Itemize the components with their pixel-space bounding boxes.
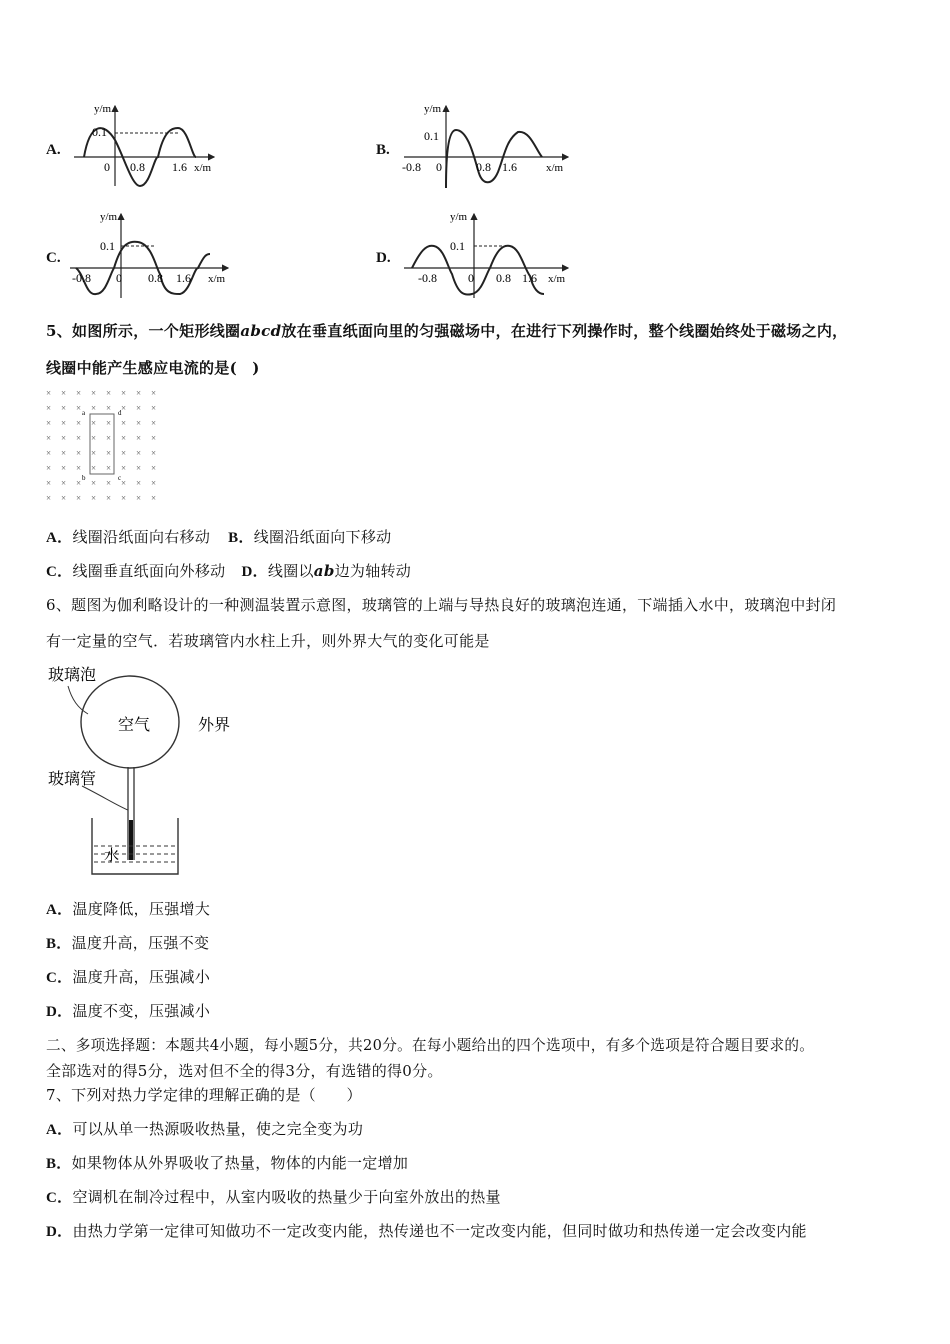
amp-label: 0.1 xyxy=(100,239,115,253)
field-x-mark: × xyxy=(136,493,142,503)
q5-stem-line1 xyxy=(46,320,847,341)
coil-label-c: c xyxy=(118,474,122,482)
field-x-mark: × xyxy=(91,433,97,443)
q6-option-c xyxy=(46,966,210,987)
field-x-mark: × xyxy=(106,418,112,428)
field-x-mark: × xyxy=(61,418,67,428)
tick-16: 1.6 xyxy=(176,271,191,285)
q5-stem-abcd: abcd xyxy=(240,322,282,340)
field-x-mark: × xyxy=(91,448,97,458)
q6-opt-b-text: 温度升高，压强不变 xyxy=(71,934,210,952)
option-c-label: C. xyxy=(46,250,61,266)
q6-thermometer-figure xyxy=(42,660,252,880)
origin-label: 0 xyxy=(468,271,474,285)
amp-label: 0.1 xyxy=(424,129,439,143)
tick-16: 1.6 xyxy=(172,160,187,174)
q5-opt-a-letter: A． xyxy=(46,530,73,546)
label-bulb: 玻璃泡 xyxy=(48,667,97,684)
field-x-mark: × xyxy=(46,403,52,413)
section2-heading-line2: 全部选对的得5分，选对但不全的得3分，有选错的得0分。 xyxy=(46,1062,443,1080)
q7-opt-d-letter: D． xyxy=(46,1224,73,1240)
tick-08: 0.8 xyxy=(130,160,145,174)
origin-label: 0 xyxy=(436,160,442,174)
q5-opt-b-letter: B． xyxy=(228,530,254,546)
field-x-mark: × xyxy=(121,403,127,413)
field-x-mark: × xyxy=(151,463,157,473)
field-x-mark: × xyxy=(121,418,127,428)
field-x-mark: × xyxy=(136,433,142,443)
coil-label-b: b xyxy=(82,474,86,482)
field-x-mark: × xyxy=(76,493,82,503)
tick-neg08: -0.8 xyxy=(402,160,421,174)
y-axis-label: y/m xyxy=(450,211,468,223)
field-x-mark: × xyxy=(46,388,52,398)
q7-opt-a-text: 可以从单一热源吸收热量，使之完全变为功 xyxy=(72,1120,364,1138)
field-x-mark: × xyxy=(76,448,82,458)
wave-graph-b xyxy=(400,100,575,190)
q6-opt-a-letter: A． xyxy=(46,902,73,918)
field-x-mark: × xyxy=(121,463,127,473)
field-x-mark: × xyxy=(61,448,67,458)
field-x-mark: × xyxy=(136,448,142,458)
field-x-mark: × xyxy=(46,478,52,488)
field-x-mark: × xyxy=(91,388,97,398)
coil-label-a: a xyxy=(82,409,86,417)
x-axis-label: x/m xyxy=(546,162,564,174)
field-x-mark: × xyxy=(121,493,127,503)
option-a-label: A. xyxy=(46,142,61,158)
field-x-mark: × xyxy=(46,493,52,503)
x-axis-label: x/m xyxy=(208,273,226,285)
q5-stem-pre: 5、如图所示，一个矩形线圈 xyxy=(46,322,241,340)
field-x-mark: × xyxy=(61,463,67,473)
q6-opt-a-text: 温度降低，压强增大 xyxy=(72,900,211,918)
field-x-mark: × xyxy=(136,418,142,428)
origin-label: 0 xyxy=(104,160,110,174)
y-axis-label: y/m xyxy=(100,211,118,223)
amp-label: 0.1 xyxy=(92,125,107,139)
field-x-mark: × xyxy=(46,448,52,458)
q5-opt-a-text: 线圈沿纸面向右移动 xyxy=(72,528,211,546)
coil-label-d: d xyxy=(118,409,122,417)
tick-16: 1.6 xyxy=(502,160,517,174)
y-axis-label: y/m xyxy=(94,103,112,115)
q5-opt-d-ab: ab xyxy=(313,562,335,580)
q5-opt-d-post: 边为轴转动 xyxy=(334,562,412,580)
field-x-mark: × xyxy=(76,463,82,473)
wave-graph-d xyxy=(400,208,575,300)
field-x-mark: × xyxy=(76,388,82,398)
section2-heading-line1: 二、多项选择题：本题共4小题，每小题5分，共20分。在每小题给出的四个选项中，有多个选项是符合题目要求的。 xyxy=(46,1037,815,1054)
field-x-mark: × xyxy=(76,403,82,413)
field-x-mark: × xyxy=(106,403,112,413)
field-x-mark: × xyxy=(106,478,112,488)
field-x-mark: × xyxy=(106,433,112,443)
field-x-mark: × xyxy=(46,433,52,443)
q7-option-b xyxy=(46,1152,408,1173)
tick-08: 0.8 xyxy=(496,271,511,285)
option-b-label: B. xyxy=(376,142,390,158)
tick-08: 0.8 xyxy=(476,160,491,174)
y-axis-label: y/m xyxy=(424,103,442,115)
q7-option-a xyxy=(46,1118,363,1139)
q5-stem-post: 放在垂直纸面向里的匀强磁场中，在进行下列操作时，整个线圈始终处于磁场之内， xyxy=(281,322,848,340)
field-x-mark: × xyxy=(61,478,67,488)
q7-opt-d-text: 由热力学第一定律可知做功不一定改变内能，热传递也不一定改变内能，但同时做功和热传递一定会改变内能 xyxy=(72,1222,807,1240)
field-x-mark: × xyxy=(61,493,67,503)
q6-stem-line1: 6、题图为伽利略设计的一种测温装置示意图，玻璃管的上端与导热良好的玻璃泡连通，下端插入水中，玻璃泡中封闭 xyxy=(46,596,837,614)
field-x-mark: × xyxy=(151,493,157,503)
field-x-mark: × xyxy=(76,433,82,443)
field-x-mark: × xyxy=(121,478,127,488)
field-x-mark: × xyxy=(151,433,157,443)
x-axis-label: x/m xyxy=(194,162,212,174)
field-x-mark: × xyxy=(61,403,67,413)
x-axis-label: x/m xyxy=(548,273,566,285)
q7-option-c xyxy=(46,1186,501,1207)
q7-opt-b-letter: B． xyxy=(46,1156,72,1172)
field-x-mark: × xyxy=(121,448,127,458)
q7-option-d xyxy=(46,1220,807,1241)
q6-opt-c-letter: C． xyxy=(46,970,73,986)
field-x-mark: × xyxy=(151,388,157,398)
q5-options-row1 xyxy=(46,526,391,547)
amp-label: 0.1 xyxy=(450,239,465,253)
q6-opt-b-letter: B． xyxy=(46,936,72,952)
label-air: 空气 xyxy=(118,717,151,734)
field-x-mark: × xyxy=(121,433,127,443)
field-x-mark: × xyxy=(91,403,97,413)
q5-options-row2 xyxy=(46,560,411,581)
q7-opt-a-letter: A． xyxy=(46,1122,73,1138)
q6-opt-c-text: 温度升高，压强减小 xyxy=(72,968,211,986)
field-marks xyxy=(46,388,156,503)
q7-opt-c-letter: C． xyxy=(46,1190,73,1206)
label-water: 水 xyxy=(104,848,120,864)
field-x-mark: × xyxy=(136,463,142,473)
q5-opt-c-text: 线圈垂直纸面向外移动 xyxy=(72,562,226,580)
bulb-leader-line xyxy=(68,686,88,714)
field-x-mark: × xyxy=(136,478,142,488)
q7-opt-b-text: 如果物体从外界吸收了热量，物体的内能一定增加 xyxy=(71,1154,409,1172)
q5-opt-c-letter: C． xyxy=(46,564,73,580)
tick-neg08: -0.8 xyxy=(418,271,437,285)
field-x-mark: × xyxy=(61,388,67,398)
field-x-mark: × xyxy=(136,403,142,413)
wave-graph-a xyxy=(66,100,226,190)
field-x-mark: × xyxy=(61,433,67,443)
field-x-mark: × xyxy=(46,418,52,428)
label-tube: 玻璃管 xyxy=(48,771,97,788)
field-x-mark: × xyxy=(151,418,157,428)
q5-magnetic-field-figure xyxy=(42,386,166,504)
field-x-mark: × xyxy=(151,478,157,488)
field-x-mark: × xyxy=(136,388,142,398)
q7-opt-c-text: 空调机在制冷过程中，从室内吸收的热量少于向室外放出的热量 xyxy=(72,1188,501,1206)
option-d-label: D. xyxy=(376,250,391,266)
origin-label: 0 xyxy=(116,271,122,285)
q6-option-a xyxy=(46,898,210,919)
field-x-mark: × xyxy=(46,463,52,473)
field-x-mark: × xyxy=(91,463,97,473)
q6-opt-d-text: 温度不变，压强减小 xyxy=(72,1002,211,1020)
q5-opt-b-text: 线圈沿纸面向下移动 xyxy=(253,528,392,546)
field-x-mark: × xyxy=(76,478,82,488)
field-x-mark: × xyxy=(91,493,97,503)
label-outside: 外界 xyxy=(198,717,231,734)
q6-option-d xyxy=(46,1000,210,1021)
tick-16: 1.6 xyxy=(522,271,537,285)
q6-opt-d-letter: D． xyxy=(46,1004,73,1020)
field-x-mark: × xyxy=(151,448,157,458)
q6-option-b xyxy=(46,932,209,953)
field-x-mark: × xyxy=(76,418,82,428)
field-x-mark: × xyxy=(106,388,112,398)
wave-curve xyxy=(446,130,542,188)
tube-leader-line xyxy=(82,786,128,810)
field-x-mark: × xyxy=(91,418,97,428)
tick-neg08: -0.8 xyxy=(72,271,91,285)
field-x-mark: × xyxy=(91,478,97,488)
field-x-mark: × xyxy=(106,448,112,458)
field-x-mark: × xyxy=(151,403,157,413)
q5-opt-d-pre: 线圈以 xyxy=(267,562,314,580)
q7-stem: 7、下列对热力学定律的理解正确的是（ ） xyxy=(46,1086,362,1104)
q5-opt-d-letter: D． xyxy=(241,564,268,580)
q5-stem-line2: 线圈中能产生感应电流的是( ) xyxy=(46,359,260,377)
field-x-mark: × xyxy=(106,493,112,503)
q6-stem-line2: 有一定量的空气．若玻璃管内水柱上升，则外界大气的变化可能是 xyxy=(46,632,490,650)
wave-graph-c xyxy=(66,208,236,300)
tick-08: 0.8 xyxy=(148,271,163,285)
field-x-mark: × xyxy=(121,388,127,398)
field-x-mark: × xyxy=(106,463,112,473)
